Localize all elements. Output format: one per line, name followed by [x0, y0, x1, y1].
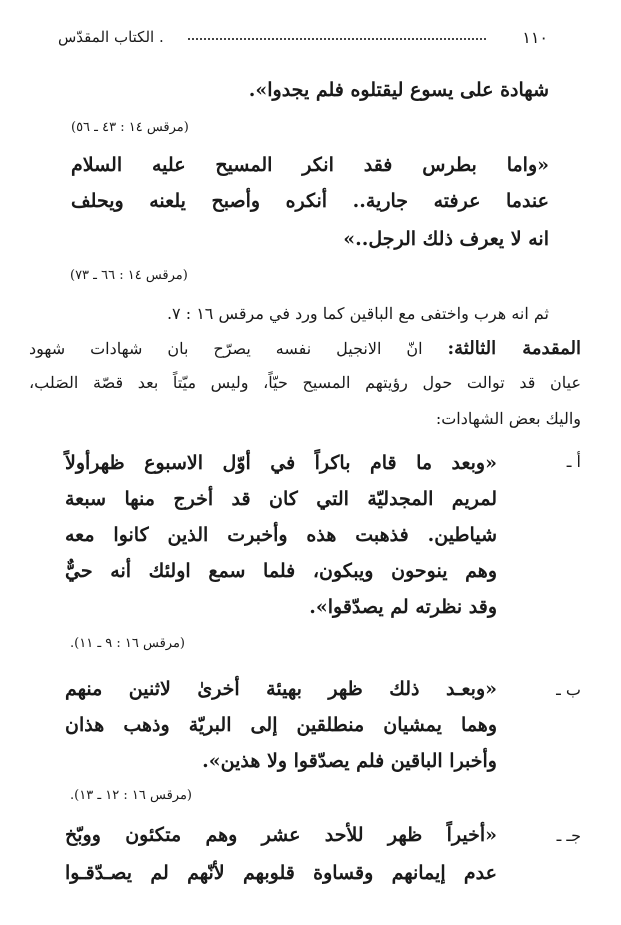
quote-2-line-1: «واما بطرس فقد انكر المسيح عليه السلام: [71, 154, 549, 176]
book-title: . الكتاب المقدّس: [58, 28, 164, 46]
item-a-marker: أ ـ: [566, 452, 581, 471]
premise-3-line-3: واليك بعض الشهادات:: [435, 409, 581, 428]
item-c-marker: جـ ـ: [556, 826, 581, 845]
item-a-line-4: وهم ينوحون ويبكون، فلما سمع اولئك أنه حيٌّ: [65, 560, 497, 582]
item-a-reference-text: (مرقس ١٦ : ٩ ـ ١١).: [70, 636, 186, 651]
quote-1-reference-text: (مرقس ١٤ : ٤٣ ـ ٥٦): [71, 120, 189, 135]
item-c-line-2: عدم إيمانهم وقساوة قلوبهم لأنّهم لم يصـدّقـوا: [65, 862, 497, 884]
item-c-line-1: «أخيراً ظهر للأحد عشر وهم متكئون ووبّخ: [65, 824, 497, 846]
item-b-marker: ب ـ: [556, 680, 581, 699]
premise-3-heading: المقدمة الثالثة:: [447, 338, 581, 359]
item-b-line-2: وهما يمشيان منطلقين إلى البريّة وذهب هذان: [65, 714, 497, 736]
item-a-line-1: «وبعد ما قام باكراً في أوّل الاسبوع ظهرأولاً: [65, 452, 497, 474]
item-b-reference-text: (مرقس ١٦ : ١٢ ـ ١٣).: [70, 788, 192, 803]
item-a-line-3: شياطين. فذهبت هذه وأخبرت الذين كانوا معه: [65, 524, 497, 546]
page-header: [58, 28, 548, 50]
quote-2-line-3: انه لا يعرف ذلك الرجل..»: [343, 228, 549, 250]
page-number: ١١٠: [522, 28, 548, 47]
item-a-line-5: وقد نظرته لم يصدّقوا».: [309, 596, 497, 618]
item-a-line-2: لمريم المجدليّة التي كان قد أخرج منها سبعة: [65, 488, 497, 510]
premise-3-line-2: عيان قد توالت حول رؤيتهم المسيح حيّاً، وليس ميّتاً بعد قصّة الصَلب،: [29, 373, 581, 392]
quote-1-line-1: شهادة على يسوع ليقتلوه فلم يجدوا».: [248, 79, 549, 101]
premise-3-line-1: [29, 336, 581, 362]
item-b-line-3: وأخبرا الباقين فلم يصدّقوا ولا هذين».: [202, 750, 497, 772]
quote-2-reference-text: (مرقس ١٤ : ٦٦ ـ ٧٣): [70, 268, 188, 283]
quote-2-line-2: عندما عرفته جارية.. أنكره وأصبح يلعنه ويحلف: [71, 190, 549, 212]
item-b-line-1: «وبعـد ذلك ظهر بهيئة أخرىٰ لاثنين منهم: [65, 678, 497, 700]
paragraph-fled-line: ثم انه هرب واختفى مع الباقين كما ورد في مرقس ١٦ : ٧.: [166, 304, 549, 323]
premise-3-line-1-text: انّ الانجيل نفسه يصرّح بان شهادات شهود: [29, 339, 423, 358]
header-dot-leader: [188, 38, 486, 40]
